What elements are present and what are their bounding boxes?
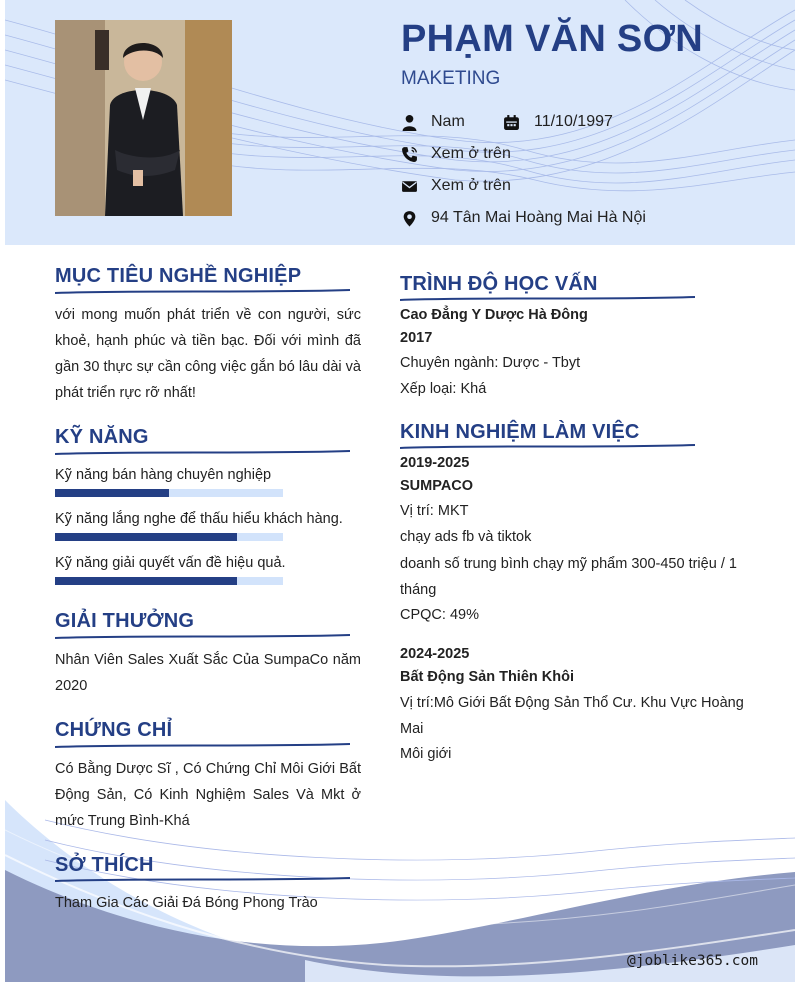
watermark: @joblike365.com xyxy=(627,953,758,969)
job-detail: Vị trí: MKT xyxy=(400,503,469,519)
awards-underline xyxy=(55,634,350,640)
location-pin-icon xyxy=(401,210,418,227)
education-major: Chuyên ngành: Dược - Tbyt xyxy=(400,355,581,371)
phone-value: Xem ở trên xyxy=(431,145,511,162)
skill-bar xyxy=(55,489,283,497)
birthdate-value: 11/10/1997 xyxy=(534,113,613,130)
job-detail: CPQC: 49% xyxy=(400,607,479,623)
address-row xyxy=(401,209,646,227)
skill-label: Kỹ năng lắng nghe để thấu hiểu khách hàng. xyxy=(55,511,343,527)
certificates-text: Có Bằng Dược Sĩ , Có Chứng Chỉ Môi Giới Bất Động Sản, Có Kinh Nghiệm Sales Và Mkt ở mức Trung Bình-Khá xyxy=(55,761,361,829)
skill-label: Kỹ năng giải quyết vấn đề hiệu quả. xyxy=(55,555,286,571)
skill-bar-fill xyxy=(55,533,237,541)
experience-underline xyxy=(400,444,695,450)
objective-underline xyxy=(55,289,350,295)
certificates-underline xyxy=(55,743,350,749)
address-value: 94 Tân Mai Hoàng Mai Hà Nội xyxy=(431,209,646,226)
job-detail: doanh số trung bình chạy mỹ phẩm 300-450 triệu / 1 tháng xyxy=(400,556,737,598)
education-underline xyxy=(400,296,695,302)
header-band xyxy=(5,0,795,245)
candidate-name: PHẠM VĂN SƠN xyxy=(401,18,704,60)
objective-text: với mong muốn phát triển về con người, sức khoẻ, hạnh phúc và tiền bạc. Đối với mình đã gần 30 thực sự cần công việc gắn bó lâu dài và phát triển rực rỡ nhất! xyxy=(55,307,361,401)
certificates-title: CHỨNG CHỈ xyxy=(55,719,173,741)
job-period: 2024-2025 xyxy=(400,646,470,662)
gender-value: Nam xyxy=(431,113,465,130)
job-company: Bất Động Sản Thiên Khôi xyxy=(400,669,574,685)
email-row xyxy=(401,177,511,195)
skill-bar xyxy=(55,577,283,585)
skill-label: Kỹ năng bán hàng chuyên nghiệp xyxy=(55,467,272,483)
education-grade: Xếp loại: Khá xyxy=(400,381,487,397)
education-school: Cao Đẳng Y Dược Hà Đông xyxy=(400,307,588,323)
job-detail: Vị trí:Mô Giới Bất Động Sản Thổ Cư. Khu Vực Hoàng Mai xyxy=(400,695,744,737)
skills-title: KỸ NĂNG xyxy=(55,426,149,448)
envelope-icon xyxy=(401,178,418,195)
job-company: SUMPACO xyxy=(400,478,474,494)
education-title: TRÌNH ĐỘ HỌC VẤN xyxy=(400,273,598,295)
cv-page xyxy=(5,0,795,982)
objective-title: MỤC TIÊU NGHỀ NGHIỆP xyxy=(55,265,302,287)
awards-text: Nhân Viên Sales Xuất Sắc Của SumpaCo năm 2020 xyxy=(55,652,361,694)
job-period: 2019-2025 xyxy=(400,455,470,471)
awards-title: GIẢI THƯỞNG xyxy=(55,610,195,632)
skill-bar-fill xyxy=(55,577,237,585)
skill-bar-fill xyxy=(55,489,169,497)
job-detail: Môi giới xyxy=(400,746,452,762)
education-year: 2017 xyxy=(400,330,433,346)
profile-photo xyxy=(55,20,232,216)
gender-row xyxy=(401,113,465,131)
phone-row xyxy=(401,145,511,163)
job-detail: chạy ads fb và tiktok xyxy=(400,529,532,545)
experience-title: KINH NGHIỆM LÀM VIỆC xyxy=(400,421,640,443)
email-value: Xem ở trên xyxy=(431,177,511,194)
user-icon xyxy=(401,114,418,131)
hobbies-title: SỞ THÍCH xyxy=(55,854,154,876)
skill-bar xyxy=(55,533,283,541)
skills-underline xyxy=(55,450,350,456)
hobbies-text: Tham Gia Các Giải Đá Bóng Phong Trào xyxy=(55,895,318,911)
birthdate-row xyxy=(503,113,613,131)
phone-icon xyxy=(401,146,418,163)
calendar-icon xyxy=(503,114,520,131)
candidate-role: MAKETING xyxy=(401,68,501,89)
hobbies-underline xyxy=(55,877,350,883)
